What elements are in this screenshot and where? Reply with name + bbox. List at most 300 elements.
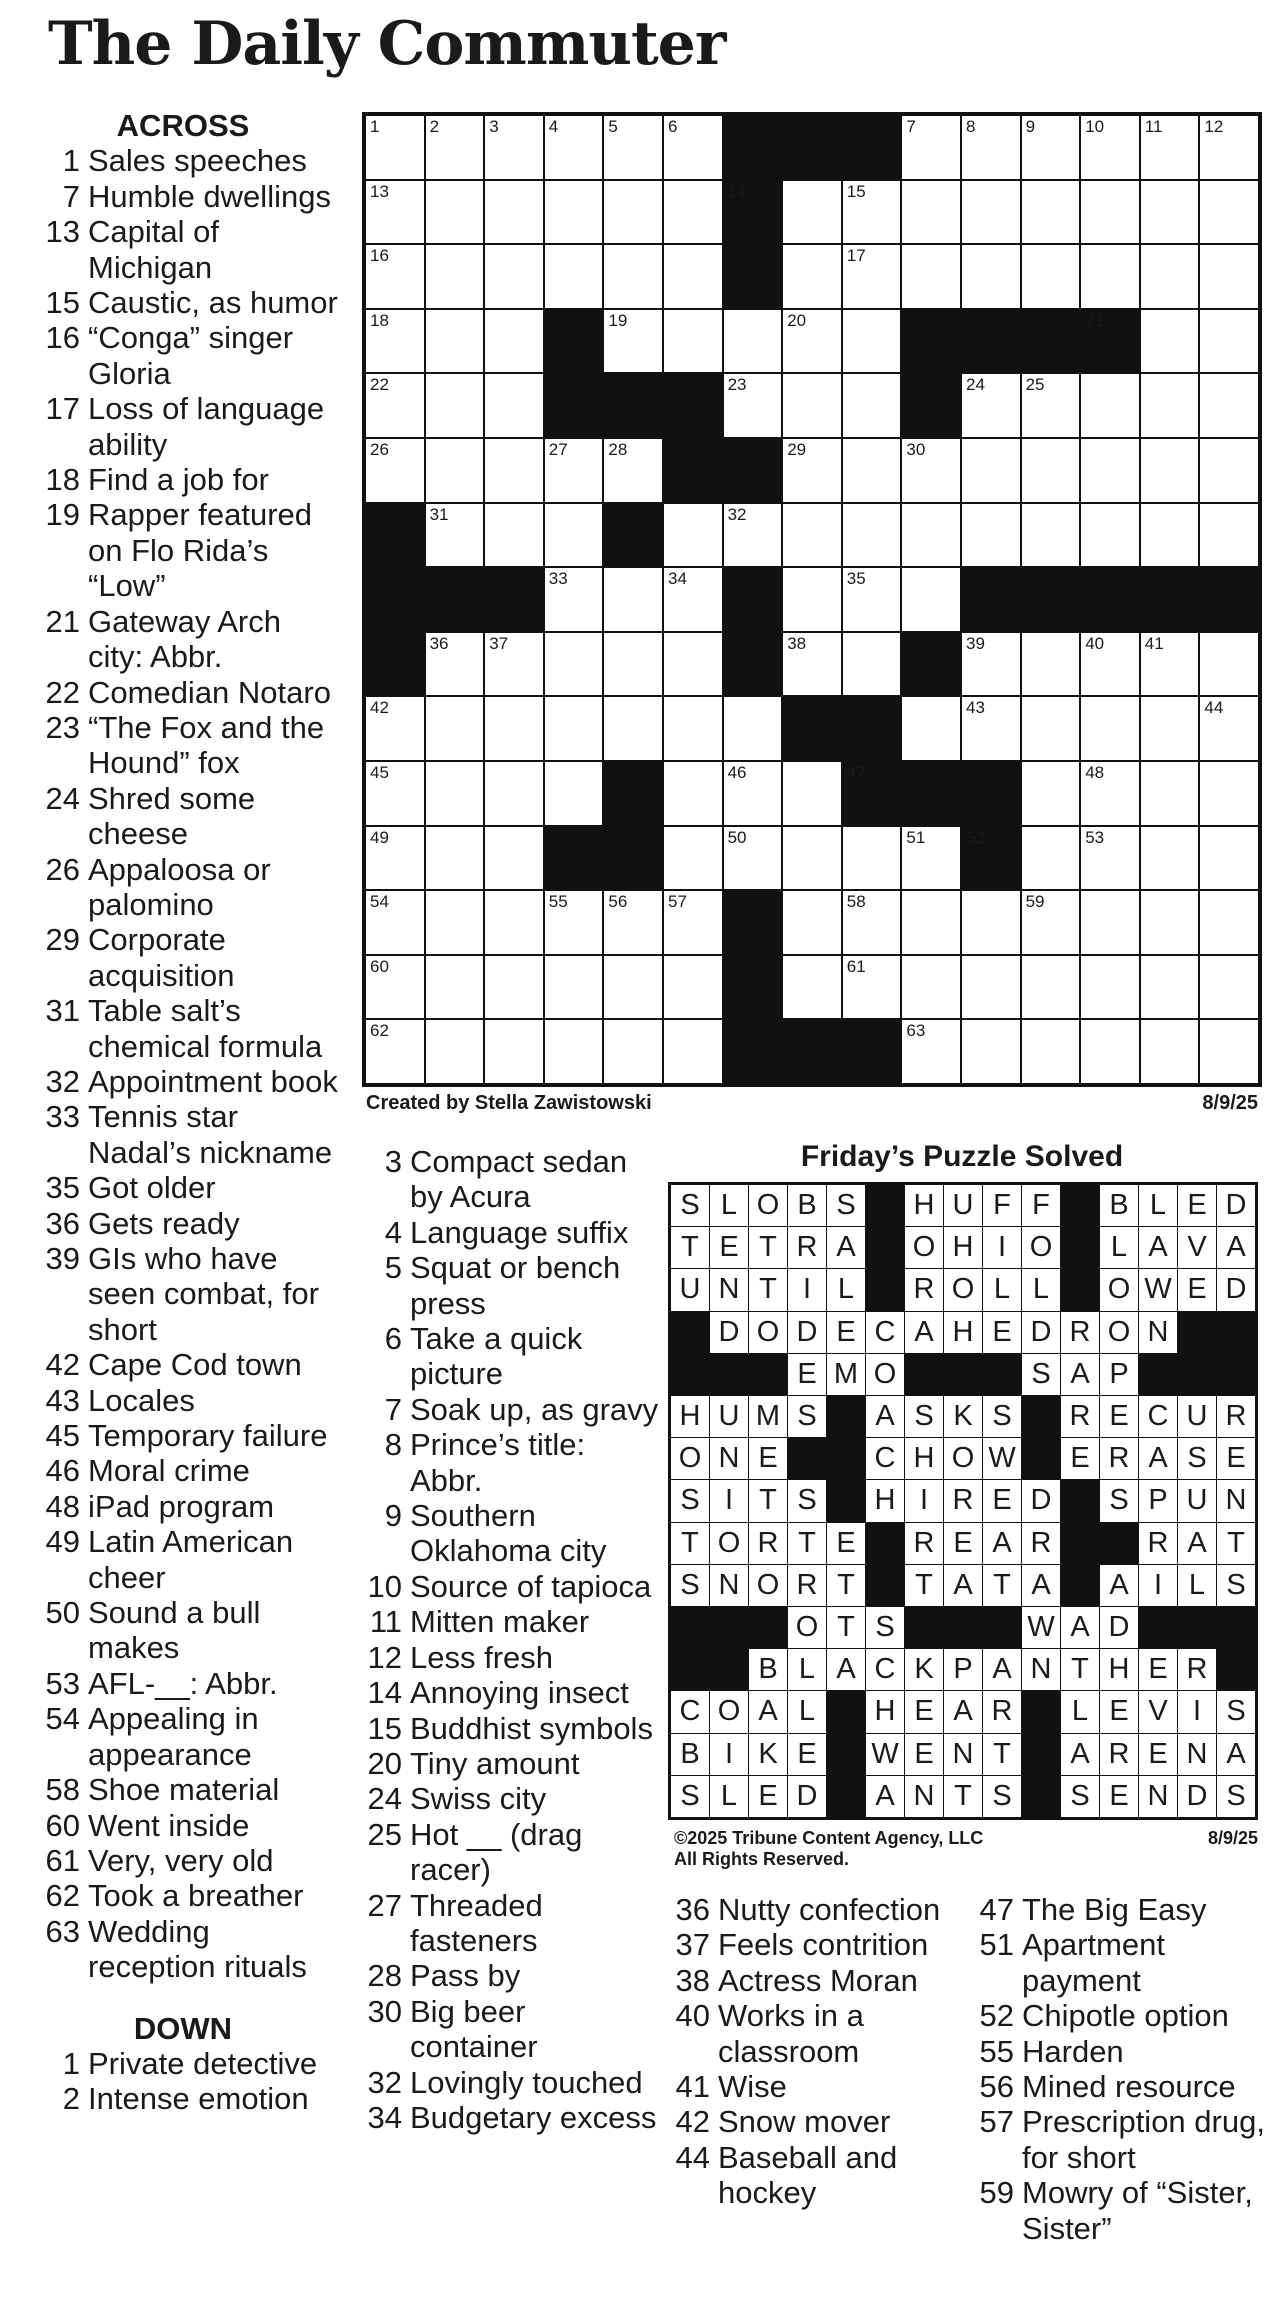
grid-square[interactable] <box>962 956 1020 1019</box>
solved-letter: L <box>788 1649 826 1690</box>
grid-square[interactable] <box>545 697 603 760</box>
grid-square[interactable] <box>724 762 782 825</box>
solved-letter: K <box>749 1734 787 1775</box>
grid-square[interactable] <box>1081 762 1139 825</box>
clue <box>668 1963 968 1998</box>
grid-square[interactable] <box>1081 245 1139 308</box>
grid-square[interactable] <box>783 633 841 696</box>
grid-square[interactable] <box>366 439 424 502</box>
grid-square[interactable] <box>366 374 424 437</box>
grid-square[interactable] <box>1141 245 1199 308</box>
clue-number: 19 <box>45 497 80 533</box>
clue-number: 33 <box>45 1099 80 1135</box>
solved-letter: U <box>944 1185 982 1226</box>
solved-letter: L <box>1100 1227 1138 1268</box>
grid-square[interactable] <box>664 1020 722 1083</box>
clue-text: Sales speeches <box>88 143 307 179</box>
grid-square[interactable] <box>426 439 484 502</box>
solved-letter: A <box>1061 1607 1099 1648</box>
grid-square[interactable] <box>1022 181 1080 244</box>
solved-letter: I <box>1139 1565 1177 1606</box>
square-number: 30 <box>906 439 926 459</box>
solved-letter: S <box>983 1396 1021 1437</box>
grid-square[interactable] <box>843 891 901 954</box>
solved-letter: M <box>827 1354 865 1395</box>
solved-letter: E <box>1139 1734 1177 1775</box>
square-number: 20 <box>787 310 807 330</box>
grid-square[interactable] <box>604 1020 662 1083</box>
grid-square[interactable] <box>664 504 722 567</box>
clue-number: 28 <box>367 1958 402 1994</box>
solved-letter: U <box>1178 1480 1216 1521</box>
grid-square[interactable] <box>1081 374 1139 437</box>
grid-square[interactable] <box>366 310 424 373</box>
clue-text: Tennis star Nadal’s nickname <box>88 1099 333 1170</box>
grid-square[interactable] <box>664 891 722 954</box>
grid-square[interactable] <box>843 504 901 567</box>
solved-black-square <box>1178 1607 1216 1648</box>
grid-square[interactable] <box>426 762 484 825</box>
grid-square[interactable] <box>426 891 484 954</box>
square-number: 54 <box>370 892 389 912</box>
grid-square[interactable] <box>1022 504 1080 567</box>
grid-square[interactable] <box>426 245 484 308</box>
grid-square[interactable] <box>783 762 841 825</box>
square-number: 22 <box>370 375 389 395</box>
grid-square[interactable] <box>1022 1020 1080 1083</box>
clue-text: Mowry of “Sister, Sister” <box>1022 2175 1253 2246</box>
grid-square[interactable] <box>724 697 782 760</box>
grid-square[interactable] <box>724 827 782 890</box>
clue-text: Harden <box>1022 2033 1124 2069</box>
square-number: 9 <box>1025 117 1036 136</box>
solved-letter: T <box>671 1227 709 1268</box>
clue <box>28 675 338 710</box>
solved-letter: R <box>749 1523 787 1564</box>
clue-number: 45 <box>45 1418 80 1454</box>
clue-number: 18 <box>45 462 80 498</box>
grid-square[interactable] <box>545 439 603 502</box>
grid-square[interactable] <box>366 956 424 1019</box>
clue <box>360 1994 660 2065</box>
grid-square[interactable] <box>783 310 841 373</box>
grid-square[interactable] <box>1141 891 1199 954</box>
grid-square[interactable] <box>1141 956 1199 1019</box>
square-number: 49 <box>370 827 389 847</box>
grid-square[interactable] <box>783 827 841 890</box>
grid-square[interactable] <box>962 504 1020 567</box>
clue <box>28 1489 338 1524</box>
grid-square[interactable] <box>664 245 722 308</box>
grid-square[interactable] <box>1200 181 1258 244</box>
square-number: 5 <box>608 117 618 136</box>
grid-square[interactable] <box>664 310 722 373</box>
constructor-credit: Created by Stella Zawistowski <box>366 1092 652 1114</box>
clue <box>28 1099 338 1170</box>
grid-square[interactable] <box>1081 504 1139 567</box>
grid-square[interactable] <box>604 181 662 244</box>
grid-square[interactable] <box>604 310 662 373</box>
grid-square[interactable] <box>1200 827 1258 890</box>
grid-square[interactable] <box>724 310 782 373</box>
clue <box>28 1772 338 1807</box>
grid-square[interactable] <box>1081 439 1139 502</box>
grid-square[interactable] <box>366 245 424 308</box>
grid-square[interactable] <box>843 245 901 308</box>
solved-letter: L <box>983 1269 1021 1310</box>
grid-square[interactable] <box>1081 633 1139 696</box>
grid-square[interactable] <box>366 697 424 760</box>
grid-square[interactable] <box>962 1020 1020 1083</box>
solved-letter: A <box>1217 1734 1255 1775</box>
grid-square[interactable] <box>1141 827 1199 890</box>
grid-square[interactable] <box>604 633 662 696</box>
grid-square[interactable] <box>664 762 722 825</box>
grid-square[interactable] <box>843 439 901 502</box>
grid-square[interactable] <box>1081 116 1139 179</box>
grid-square[interactable] <box>902 116 960 179</box>
square-number: 45 <box>370 762 389 782</box>
grid-square[interactable] <box>366 762 424 825</box>
grid-square[interactable] <box>1141 1020 1199 1083</box>
grid-square[interactable] <box>1022 116 1080 179</box>
clue <box>668 1892 968 1927</box>
grid-square[interactable] <box>1081 827 1139 890</box>
grid-square[interactable] <box>1200 762 1258 825</box>
grid-square[interactable] <box>485 1020 543 1083</box>
black-square <box>724 956 782 1019</box>
clue-number: 35 <box>45 1170 80 1206</box>
grid-square[interactable] <box>604 116 662 179</box>
grid-square[interactable] <box>962 439 1020 502</box>
clue <box>28 781 338 852</box>
grid-square[interactable] <box>664 697 722 760</box>
grid-square[interactable] <box>426 181 484 244</box>
grid-square[interactable] <box>545 633 603 696</box>
grid-square[interactable] <box>545 891 603 954</box>
black-square <box>902 374 960 437</box>
grid-square[interactable] <box>843 310 901 373</box>
grid-square[interactable] <box>783 181 841 244</box>
grid-square[interactable] <box>962 374 1020 437</box>
solved-letter: R <box>1100 1734 1138 1775</box>
grid-square[interactable] <box>604 568 662 631</box>
black-square <box>783 116 841 179</box>
grid-square[interactable] <box>902 827 960 890</box>
clue-text: iPad program <box>88 1488 275 1524</box>
black-square <box>1081 310 1139 373</box>
grid-square[interactable] <box>426 956 484 1019</box>
grid-square[interactable] <box>426 633 484 696</box>
solved-letter: E <box>827 1312 865 1353</box>
square-number: 7 <box>906 117 916 136</box>
solved-black-square <box>866 1523 904 1564</box>
clue-text: Source of tapioca <box>410 1568 652 1604</box>
solved-letter: H <box>905 1438 943 1479</box>
grid-square[interactable] <box>604 439 662 502</box>
grid-square[interactable] <box>366 116 424 179</box>
grid-square[interactable] <box>1200 697 1258 760</box>
grid-square[interactable] <box>485 762 543 825</box>
grid-square[interactable] <box>843 374 901 437</box>
grid-square[interactable] <box>485 181 543 244</box>
solved-letter: E <box>749 1776 787 1817</box>
solved-letter: I <box>905 1480 943 1521</box>
clue-text: Shred some cheese <box>88 780 256 852</box>
grid-square[interactable] <box>366 1020 424 1083</box>
grid-square[interactable] <box>1200 245 1258 308</box>
grid-square[interactable] <box>783 956 841 1019</box>
solved-letter: S <box>1022 1354 1060 1395</box>
solved-letter: E <box>1100 1691 1138 1732</box>
square-number: 61 <box>846 956 866 976</box>
grid-square[interactable] <box>783 439 841 502</box>
solved-letter: W <box>866 1734 904 1775</box>
grid-square[interactable] <box>545 504 603 567</box>
solved-letter: A <box>866 1396 904 1437</box>
clue-number: 52 <box>979 1998 1014 2034</box>
grid-square[interactable] <box>604 697 662 760</box>
grid-square[interactable] <box>962 633 1020 696</box>
solved-letter: L <box>827 1269 865 1310</box>
grid-square[interactable] <box>1141 181 1199 244</box>
black-square <box>724 568 782 631</box>
across-clue-list <box>28 108 338 2117</box>
square-number: 58 <box>846 892 866 912</box>
square-number: 31 <box>429 504 449 524</box>
grid-square[interactable] <box>783 245 841 308</box>
clue <box>360 1569 660 1604</box>
grid-square[interactable] <box>545 181 603 244</box>
grid-square[interactable] <box>962 116 1020 179</box>
grid-square[interactable] <box>1022 374 1080 437</box>
clue-number: 39 <box>45 1241 80 1276</box>
solved-black-square <box>1061 1480 1099 1521</box>
grid-square[interactable] <box>1022 439 1080 502</box>
grid-square[interactable] <box>366 181 424 244</box>
solved-black-square <box>827 1691 865 1732</box>
grid-square[interactable] <box>485 310 543 373</box>
black-square <box>843 1020 901 1083</box>
grid-square[interactable] <box>902 568 960 631</box>
solved-black-square <box>827 1438 865 1479</box>
solved-letter: R <box>905 1523 943 1564</box>
grid-square[interactable] <box>545 245 603 308</box>
grid-square[interactable] <box>962 181 1020 244</box>
grid-square[interactable] <box>1081 181 1139 244</box>
black-square <box>604 827 662 890</box>
grid-square[interactable] <box>485 374 543 437</box>
grid-square[interactable] <box>545 1020 603 1083</box>
black-square <box>1022 568 1080 631</box>
grid-square[interactable] <box>664 116 722 179</box>
square-number: 40 <box>1085 633 1105 653</box>
grid-square[interactable] <box>1022 762 1080 825</box>
grid-square[interactable] <box>366 891 424 954</box>
grid-square[interactable] <box>664 827 722 890</box>
grid-square[interactable] <box>604 245 662 308</box>
square-number: 62 <box>370 1021 389 1041</box>
clue-number: 8 <box>384 1427 402 1463</box>
grid-square[interactable] <box>1141 633 1199 696</box>
grid-square[interactable] <box>664 956 722 1019</box>
grid-square[interactable] <box>1022 633 1080 696</box>
grid-square[interactable] <box>1200 116 1258 179</box>
grid-square[interactable] <box>426 116 484 179</box>
grid-square[interactable] <box>902 245 960 308</box>
grid-square[interactable] <box>426 310 484 373</box>
grid-square[interactable] <box>843 956 901 1019</box>
grid-square[interactable] <box>1022 245 1080 308</box>
clue <box>28 391 338 462</box>
solved-letter: R <box>905 1269 943 1310</box>
grid-square[interactable] <box>902 891 960 954</box>
grid-square[interactable] <box>902 504 960 567</box>
grid-square[interactable] <box>724 374 782 437</box>
grid-square[interactable] <box>485 827 543 890</box>
grid-square[interactable] <box>1200 956 1258 1019</box>
grid-square[interactable] <box>664 181 722 244</box>
grid-square[interactable] <box>1022 891 1080 954</box>
grid-square[interactable] <box>426 697 484 760</box>
grid-square[interactable] <box>902 956 960 1019</box>
grid-square[interactable] <box>485 697 543 760</box>
grid-square[interactable] <box>426 504 484 567</box>
grid-square[interactable] <box>1141 310 1199 373</box>
grid-square[interactable] <box>724 504 782 567</box>
grid-square[interactable] <box>1200 633 1258 696</box>
grid-square[interactable] <box>1200 374 1258 437</box>
grid-square[interactable] <box>783 374 841 437</box>
clue <box>28 710 338 781</box>
grid-square[interactable] <box>545 956 603 1019</box>
grid-square[interactable] <box>962 245 1020 308</box>
grid-square[interactable] <box>1141 504 1199 567</box>
grid-square[interactable] <box>485 956 543 1019</box>
grid-square[interactable] <box>1200 310 1258 373</box>
grid-square[interactable] <box>962 697 1020 760</box>
grid-square[interactable] <box>1081 1020 1139 1083</box>
clue <box>28 1878 338 1913</box>
grid-square[interactable] <box>843 568 901 631</box>
clue-text: Tiny amount <box>410 1745 580 1781</box>
clue-number: 41 <box>675 2069 710 2105</box>
grid-square[interactable] <box>545 762 603 825</box>
grid-square[interactable] <box>485 891 543 954</box>
clue-number: 42 <box>675 2104 710 2140</box>
grid-square[interactable] <box>1022 956 1080 1019</box>
grid-square[interactable] <box>426 1020 484 1083</box>
solved-letter: L <box>1178 1565 1216 1606</box>
grid-square[interactable] <box>902 181 960 244</box>
grid-square[interactable] <box>1141 374 1199 437</box>
black-square <box>366 633 424 696</box>
clue <box>668 2104 968 2139</box>
clue <box>28 1595 338 1666</box>
solved-letter: H <box>671 1396 709 1437</box>
grid-square[interactable] <box>545 568 603 631</box>
solved-black-square <box>944 1607 982 1648</box>
grid-square[interactable] <box>1200 504 1258 567</box>
clue-text: Caustic, as humor <box>88 285 338 321</box>
grid-square[interactable] <box>1022 697 1080 760</box>
grid-square[interactable] <box>843 633 901 696</box>
clue-number: 31 <box>45 993 80 1029</box>
clue-text: Feels contrition <box>718 1927 929 1963</box>
clue-number: 11 <box>369 1604 402 1640</box>
grid-square[interactable] <box>1141 697 1199 760</box>
black-square <box>783 1020 841 1083</box>
grid-square[interactable] <box>1141 116 1199 179</box>
clue <box>360 1958 660 1993</box>
solved-letter: R <box>1061 1396 1099 1437</box>
solved-letter: D <box>1022 1312 1060 1353</box>
grid-square[interactable] <box>485 504 543 567</box>
grid-square[interactable] <box>783 568 841 631</box>
grid-square[interactable] <box>1141 439 1199 502</box>
grid-square[interactable] <box>426 374 484 437</box>
square-number: 32 <box>727 504 747 524</box>
grid-square[interactable] <box>902 1020 960 1083</box>
solved-letter: N <box>1217 1480 1255 1521</box>
grid-square[interactable] <box>485 633 543 696</box>
grid-square[interactable] <box>485 116 543 179</box>
grid-square[interactable] <box>545 116 603 179</box>
square-number: 56 <box>608 892 628 912</box>
solved-letter: E <box>1061 1438 1099 1479</box>
grid-square[interactable] <box>902 697 960 760</box>
solved-letter: S <box>788 1396 826 1437</box>
grid-square[interactable] <box>843 827 901 890</box>
grid-square[interactable] <box>783 504 841 567</box>
grid-square[interactable] <box>485 439 543 502</box>
grid-square[interactable] <box>426 827 484 890</box>
grid-square[interactable] <box>664 568 722 631</box>
grid-square[interactable] <box>1081 956 1139 1019</box>
clue-text: Rapper featured on Flo Rida’s “Low” <box>88 497 313 604</box>
solved-letter: I <box>1178 1691 1216 1732</box>
grid-square[interactable] <box>366 827 424 890</box>
grid-square[interactable] <box>1022 827 1080 890</box>
square-number: 2 <box>429 117 440 136</box>
grid-square[interactable] <box>1200 439 1258 502</box>
square-number: 21 <box>1085 310 1105 330</box>
grid-square[interactable] <box>1200 891 1258 954</box>
clue-text: AFL-__: Abbr. <box>88 1665 278 1701</box>
solved-black-square <box>1217 1649 1255 1690</box>
grid-square[interactable] <box>1141 762 1199 825</box>
solved-letter: C <box>866 1438 904 1479</box>
grid-square[interactable] <box>1081 891 1139 954</box>
grid-square[interactable] <box>664 633 722 696</box>
grid-square[interactable] <box>604 891 662 954</box>
solved-letter: E <box>983 1480 1021 1521</box>
grid-square[interactable] <box>962 891 1020 954</box>
clue-number: 32 <box>45 1063 80 1099</box>
solved-letter: T <box>944 1776 982 1817</box>
grid-square[interactable] <box>1200 1020 1258 1083</box>
black-square <box>604 504 662 567</box>
solved-letter: E <box>1100 1776 1138 1817</box>
grid-square[interactable] <box>1081 697 1139 760</box>
grid-square[interactable] <box>843 181 901 244</box>
grid-square[interactable] <box>604 956 662 1019</box>
solved-letter: A <box>1100 1565 1138 1606</box>
grid-square[interactable] <box>783 891 841 954</box>
grid-square[interactable] <box>902 439 960 502</box>
grid-square[interactable] <box>485 245 543 308</box>
clue-number: 53 <box>45 1665 80 1701</box>
